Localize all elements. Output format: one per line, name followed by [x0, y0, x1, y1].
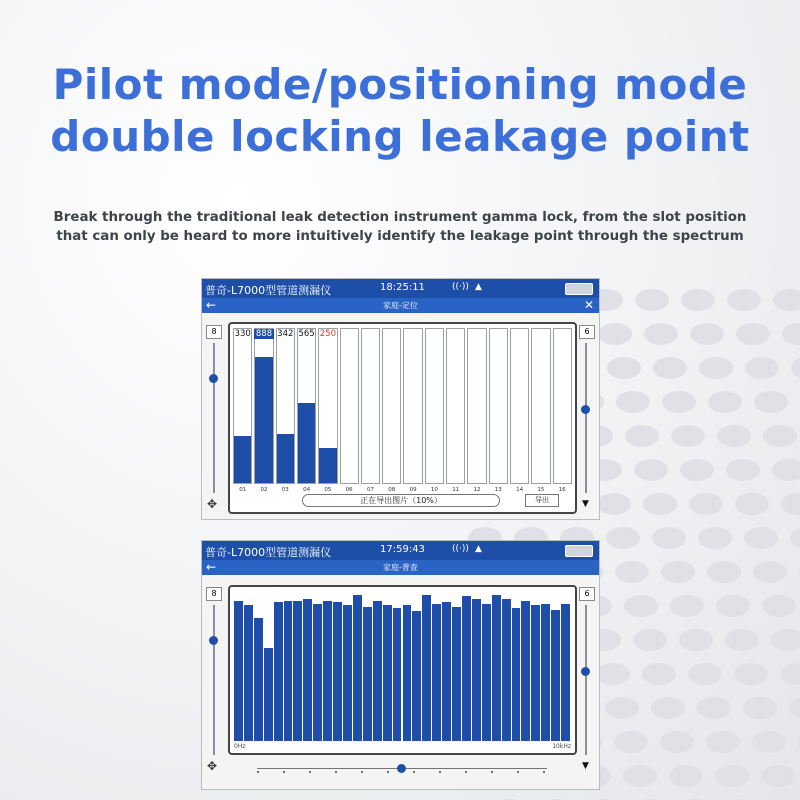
channel-bar-15 — [531, 328, 550, 484]
headline-line-1: Pilot mode/positioning mode — [52, 60, 748, 109]
bell-icon: ▲ — [475, 544, 482, 554]
background-dot — [744, 527, 778, 549]
channel-label: 09 — [409, 487, 417, 493]
spectrum-bar — [561, 604, 570, 741]
export-status: 正在导出图片（10%） — [302, 494, 500, 507]
frequency-slider-tick — [491, 771, 493, 773]
background-dot — [772, 459, 800, 481]
background-dot — [735, 493, 769, 515]
volume-value: 6 — [579, 325, 595, 339]
background-dot — [698, 527, 732, 549]
battery-icon — [565, 283, 593, 295]
background-dot — [597, 493, 631, 515]
background-dot — [734, 663, 768, 685]
background-dot — [736, 323, 770, 345]
gain-value: 8 — [206, 587, 222, 601]
channel-bar-02 — [254, 328, 273, 484]
background-dot — [715, 765, 749, 787]
channel-value-label: 250 — [319, 329, 336, 339]
spectrum-bar — [244, 605, 253, 741]
spectrum-bar — [363, 607, 372, 741]
spectrum-bar — [393, 608, 402, 741]
spectrum-bar — [343, 605, 352, 741]
background-dot — [762, 595, 796, 617]
background-dot — [661, 561, 695, 583]
background-dot — [752, 731, 786, 753]
background-dot — [605, 697, 639, 719]
background-dot — [598, 323, 632, 345]
back-arrow-icon[interactable]: ← — [206, 560, 217, 574]
frequency-slider-tick — [387, 771, 389, 773]
background-dot — [773, 289, 800, 311]
volume-slider-knob[interactable] — [581, 405, 590, 414]
title-bar — [202, 279, 599, 298]
clock: 18:25:11 — [380, 282, 425, 293]
background-dot — [745, 357, 779, 379]
spectrum-bar — [383, 605, 392, 741]
signal-icon: ((·)) — [452, 544, 469, 554]
volume-slider-track[interactable] — [585, 343, 587, 493]
background-dot — [642, 663, 676, 685]
channel-value-label: 565 — [298, 329, 315, 339]
spectrum-bar — [333, 602, 342, 741]
frequency-slider-tick — [517, 771, 519, 773]
background-dot — [681, 289, 715, 311]
freq-start-label: 0Hz — [234, 743, 246, 750]
channel-label: 08 — [388, 487, 396, 493]
channel-label: 14 — [516, 487, 524, 493]
background-dot — [725, 629, 759, 651]
channel-bar-fill — [298, 403, 315, 483]
background-dot — [616, 391, 650, 413]
channel-bar-04 — [297, 328, 316, 484]
channel-label: 13 — [494, 487, 502, 493]
background-dot — [680, 459, 714, 481]
channel-value-label: 342 — [277, 329, 294, 339]
background-dot — [697, 697, 731, 719]
spectrum-bar — [373, 601, 382, 741]
frequency-slider[interactable] — [257, 763, 547, 773]
frequency-slider-tick — [439, 771, 441, 773]
channel-label: 03 — [281, 487, 289, 493]
spectrum-bar — [512, 608, 521, 741]
app-title: 普奇-L7000型管道测漏仪 — [205, 284, 332, 297]
signal-icon: ((·)) — [452, 282, 469, 292]
channel-bar-fill — [255, 357, 272, 483]
channel-label: 05 — [324, 487, 332, 493]
background-dot — [614, 731, 648, 753]
channel-label: 16 — [558, 487, 566, 493]
background-dot — [625, 425, 659, 447]
channel-bar-11 — [446, 328, 465, 484]
subtitle-line-1: Break through the traditional leak detection instrument gamma lock, from the slot position — [53, 210, 747, 225]
frequency-slider-tick — [283, 771, 285, 773]
background-dot — [652, 527, 686, 549]
volume-value: 6 — [579, 587, 595, 601]
background-dot — [789, 697, 800, 719]
frequency-slider-tick — [543, 771, 545, 773]
background-dot — [763, 425, 797, 447]
volume-slider-track[interactable] — [585, 605, 587, 755]
gain-slider-knob[interactable] — [209, 636, 218, 645]
background-dot — [761, 765, 795, 787]
background-dot — [716, 595, 750, 617]
background-dot — [643, 493, 677, 515]
channel-bar-14 — [510, 328, 529, 484]
down-arrow-icon[interactable]: ▼ — [582, 761, 589, 771]
spectrum-bar — [412, 611, 421, 741]
spectrum-bar — [234, 601, 243, 741]
spectrum-bar — [452, 607, 461, 741]
export-button[interactable]: 导出 — [525, 494, 559, 507]
title-bar — [202, 541, 599, 560]
clock: 17:59:43 — [380, 544, 425, 555]
background-dot — [596, 663, 630, 685]
spectrum-bar — [432, 604, 441, 741]
spectrum-bar — [422, 595, 431, 741]
background-dot — [606, 527, 640, 549]
background-dot — [780, 663, 800, 685]
frequency-slider-tick — [335, 771, 337, 773]
background-dot — [690, 323, 724, 345]
channel-bar-fill — [319, 448, 336, 484]
background-dot — [791, 357, 800, 379]
spectrum-bar — [551, 610, 560, 741]
spectrum-bar — [313, 604, 322, 741]
spectrum-bar — [462, 596, 471, 741]
background-dot — [699, 357, 733, 379]
background-dot — [689, 493, 723, 515]
spectrum-bar — [323, 601, 332, 741]
frequency-slider-tick — [257, 771, 259, 773]
background-dot — [688, 663, 722, 685]
battery-icon — [565, 545, 593, 557]
channel-label: 12 — [473, 487, 481, 493]
background-dot — [708, 391, 742, 413]
gain-slider-track[interactable] — [213, 605, 215, 755]
headline-line-2: double locking leakage point — [50, 112, 750, 161]
spectrum-chart — [228, 585, 577, 755]
channel-label: 06 — [345, 487, 353, 493]
background-dot — [782, 323, 800, 345]
background-dot — [781, 493, 800, 515]
channel-label: 01 — [239, 487, 247, 493]
spectrum-bar — [403, 605, 412, 741]
mode-label: 家庭-普查 — [383, 563, 418, 572]
background-dot — [669, 765, 703, 787]
app-title: 普奇-L7000型管道测漏仪 — [205, 546, 332, 559]
channel-bar-fill — [234, 436, 251, 483]
background-dot — [624, 595, 658, 617]
background-dot — [607, 357, 641, 379]
channel-label: 11 — [452, 487, 460, 493]
background-dot — [754, 391, 788, 413]
background-dot — [633, 629, 667, 651]
frequency-slider-tick — [413, 771, 415, 773]
spectrum-bar — [541, 604, 550, 741]
channel-bar-07 — [361, 328, 380, 484]
background-dot — [743, 697, 777, 719]
spectrum-bar — [254, 618, 263, 741]
gain-slider-track[interactable] — [213, 343, 215, 493]
background-dot — [717, 425, 751, 447]
background-dot — [623, 765, 657, 787]
background-dot — [662, 391, 696, 413]
positioning-chart — [228, 322, 577, 514]
close-icon[interactable]: ✕ — [583, 298, 594, 312]
spectrum-bar — [482, 604, 491, 741]
channel-value-label: 330 — [234, 329, 251, 339]
channel-bar-01 — [233, 328, 252, 484]
spectrum-bar — [531, 605, 540, 741]
volume-slider-knob[interactable] — [581, 667, 590, 676]
background-dot — [790, 527, 800, 549]
channel-bar-13 — [489, 328, 508, 484]
spectrum-bar — [492, 595, 501, 741]
spectrum-bar — [274, 602, 283, 741]
pilot-mode-screen — [201, 540, 600, 790]
background-dot — [660, 731, 694, 753]
spectrum-bar — [264, 648, 273, 741]
mode-bar — [202, 298, 599, 313]
spectrum-bar — [521, 601, 530, 741]
background-dot — [707, 561, 741, 583]
spectrum-bar — [293, 601, 302, 741]
spectrum-bar — [303, 599, 312, 741]
mode-label: 家庭-定位 — [383, 301, 418, 310]
background-dot — [644, 323, 678, 345]
background-dot — [615, 561, 649, 583]
spectrum-bar — [284, 601, 293, 741]
spectrum-bar — [472, 599, 481, 741]
crosshair-icon[interactable]: ✥ — [207, 759, 218, 773]
channel-bar-12 — [467, 328, 486, 484]
bell-icon: ▲ — [475, 282, 482, 292]
gain-slider-knob[interactable] — [209, 374, 218, 383]
mode-bar — [202, 560, 599, 575]
frequency-slider-tick — [309, 771, 311, 773]
background-dot — [771, 629, 800, 651]
background-dot — [653, 357, 687, 379]
frequency-slider-tick — [465, 771, 467, 773]
channel-bar-06 — [340, 328, 359, 484]
channel-label: 15 — [537, 487, 545, 493]
channel-label: 07 — [366, 487, 374, 493]
background-dot — [635, 289, 669, 311]
background-dot — [670, 595, 704, 617]
frequency-slider-knob[interactable] — [397, 764, 406, 773]
background-dot — [679, 629, 713, 651]
channel-value-label: 888 — [255, 329, 273, 339]
background-dot — [727, 289, 761, 311]
background-dot — [651, 697, 685, 719]
background-dot — [634, 459, 668, 481]
gain-value: 8 — [206, 325, 222, 339]
channel-bar-10 — [425, 328, 444, 484]
channel-label: 02 — [260, 487, 268, 493]
background-dot — [706, 731, 740, 753]
freq-end-label: 10kHz — [552, 743, 571, 750]
channel-bar-03 — [276, 328, 295, 484]
channel-bar-16 — [553, 328, 572, 484]
spectrum-bar — [442, 602, 451, 741]
channel-label: 10 — [430, 487, 438, 493]
background-dot — [753, 561, 787, 583]
channel-bar-09 — [403, 328, 422, 484]
positioning-mode-screen — [201, 278, 600, 520]
crosshair-icon[interactable]: ✥ — [207, 497, 218, 511]
down-arrow-icon[interactable]: ▼ — [582, 499, 589, 509]
spectrum-bar — [502, 599, 511, 741]
frequency-slider-tick — [361, 771, 363, 773]
background-dot — [726, 459, 760, 481]
background-dot — [671, 425, 705, 447]
back-arrow-icon[interactable]: ← — [206, 298, 217, 312]
channel-bar-fill — [277, 434, 294, 483]
channel-bar-08 — [382, 328, 401, 484]
spectrum-bar — [353, 595, 362, 741]
channel-label: 04 — [303, 487, 311, 493]
subtitle-line-2: that can only be heard to more intuitively identify the leakage point through the spectrum — [56, 229, 744, 244]
channel-bar-05 — [318, 328, 337, 484]
